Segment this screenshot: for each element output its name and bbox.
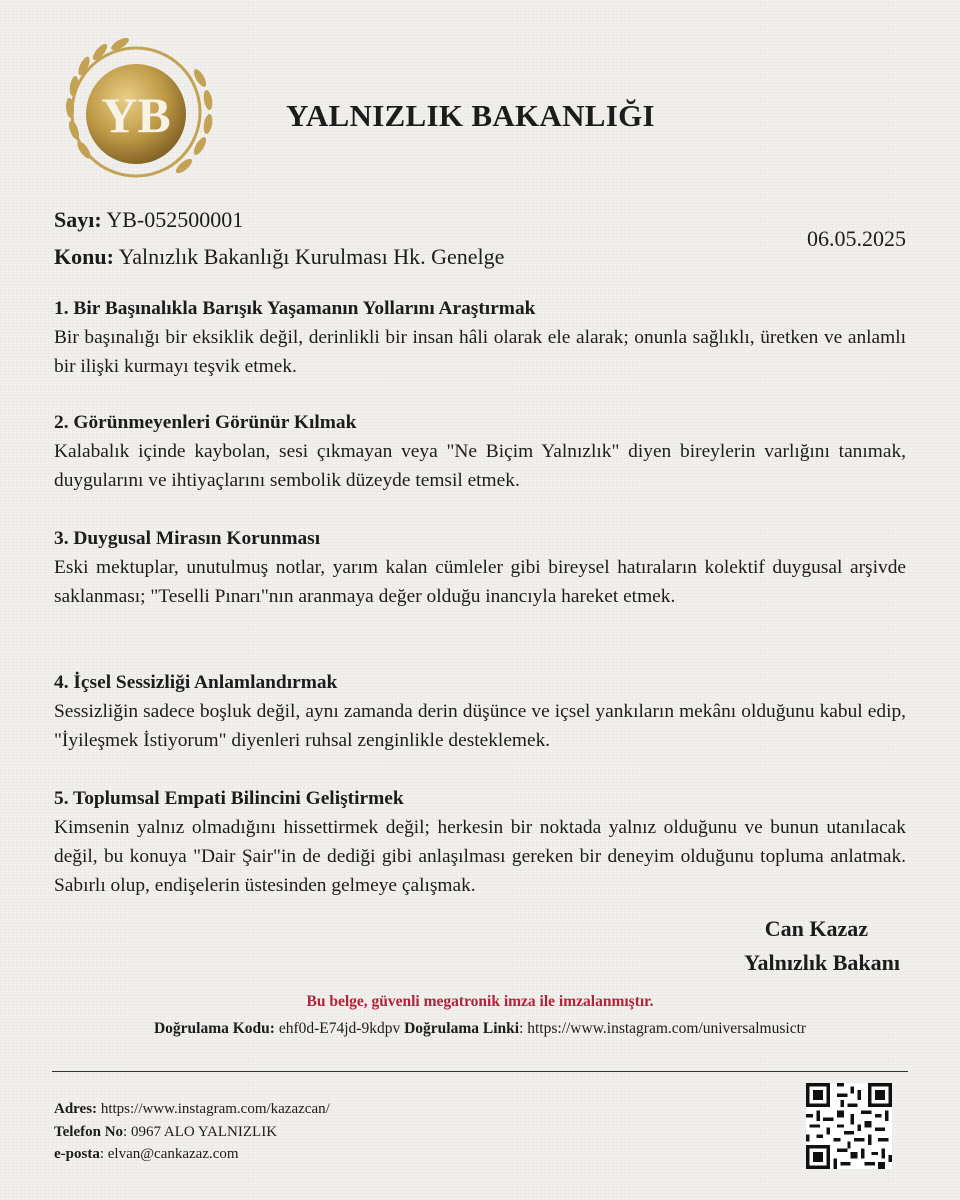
section-title: 5. Toplumsal Empati Bilincini Geliştirmek	[54, 788, 404, 809]
verification-link[interactable]: : https://www.instagram.com/universalmusictr	[519, 1020, 807, 1037]
section-title: 1. Bir Başınalıkla Barışık Yaşamanın Yollarını Araştırmak	[54, 298, 536, 319]
verification-line	[0, 1020, 960, 1038]
address-link[interactable]: https://www.instagram.com/kazazcan/	[100, 1101, 330, 1117]
section-5	[54, 784, 906, 900]
sayi-value: YB-052500001	[106, 207, 244, 232]
phone-label: Telefon No	[54, 1124, 124, 1140]
verification-link-label: Doğrulama Linki	[404, 1020, 520, 1037]
ministry-title: YALNIZLIK BAKANLIĞI	[286, 98, 655, 133]
footer-divider	[52, 1071, 908, 1072]
verification-code-label: Doğrulama Kodu:	[153, 1020, 275, 1037]
contact-phone	[54, 1124, 277, 1141]
konu-value: Yalnızlık Bakanlığı Kurulması Hk. Genelge	[118, 244, 505, 269]
address-label: Adres:	[54, 1101, 98, 1117]
email-label: e-posta	[54, 1146, 100, 1162]
section-body: Kimsenin yalnız olmadığını hissettirmek değil; herkesin bir noktada yalnız olduğunu ve bunun utanılacak değil, bu konuya "Dair Şair"in de dediği gibi anlaşılması gereken bir deneyim olduğunu topluma anlatmak. Sabırlı olup, endişelerin üstesinden gelmeye çalışmak.	[54, 817, 906, 896]
document-date: 06.05.2025	[807, 226, 906, 251]
section-title: 3. Duygusal Mirasın Korunması	[54, 528, 321, 549]
section-title: 4. İçsel Sessizliği Anlamlandırmak	[54, 672, 338, 693]
verification-code: ehf0d-E74jd-9kdpv	[278, 1020, 401, 1037]
section-body: Bir başınalığı bir eksiklik değil, derinlikli bir insan hâli olarak ele alarak; onunla sağlıklı, üretken ve anlamlı bir ilişki kurmayı teşvik etmek.	[54, 327, 906, 377]
signer-title: Yalnızlık Bakanı	[744, 950, 900, 975]
phone-value: : 0967 ALO YALNIZLIK	[123, 1124, 278, 1140]
qr-code-icon[interactable]	[806, 1083, 892, 1169]
section-1	[54, 294, 906, 381]
section-body: Eski mektuplar, unutulmuş notlar, yarım kalan cümleler gibi bireysel hatıraların kolektif duygusal arşivde saklanması; "Teselli Pınarı"nın aranmaya değer olduğu inancıyla hareket etmek.	[54, 557, 906, 607]
section-4	[54, 668, 906, 755]
logo-monogram: YB	[101, 87, 171, 143]
section-2	[54, 408, 906, 495]
sayi-label: Sayı:	[54, 207, 102, 232]
document-subject	[54, 244, 504, 270]
konu-label: Konu:	[54, 244, 114, 269]
email-value[interactable]: : elvan@cankazaz.com	[99, 1146, 239, 1162]
section-3	[54, 524, 906, 611]
signer-name: Can Kazaz	[764, 916, 868, 941]
contact-address	[54, 1101, 330, 1118]
section-body: Kalabalık içinde kaybolan, sesi çıkmayan veya "Ne Biçim Yalnızlık" diyen bireylerin varlığını tanımak, duygularını ve ihtiyaçlarını sembolik düzeyde temsil etmek.	[54, 441, 906, 491]
section-body: Sessizliğin sadece boşluk değil, aynı zamanda derin düşünce ve içsel yankıların mekânı olduğunu kabul edip, "İyileşmek İstiyorum" diyenleri ruhsal zenginlikle desteklemek.	[54, 701, 906, 751]
ministry-logo	[50, 28, 220, 188]
document-number	[54, 207, 243, 233]
esignature-note: Bu belge, güvenli megatronik imza ile imzalanmıştır.	[306, 993, 654, 1010]
section-title: 2. Görünmeyenleri Görünür Kılmak	[54, 412, 357, 433]
contact-email	[54, 1146, 239, 1163]
